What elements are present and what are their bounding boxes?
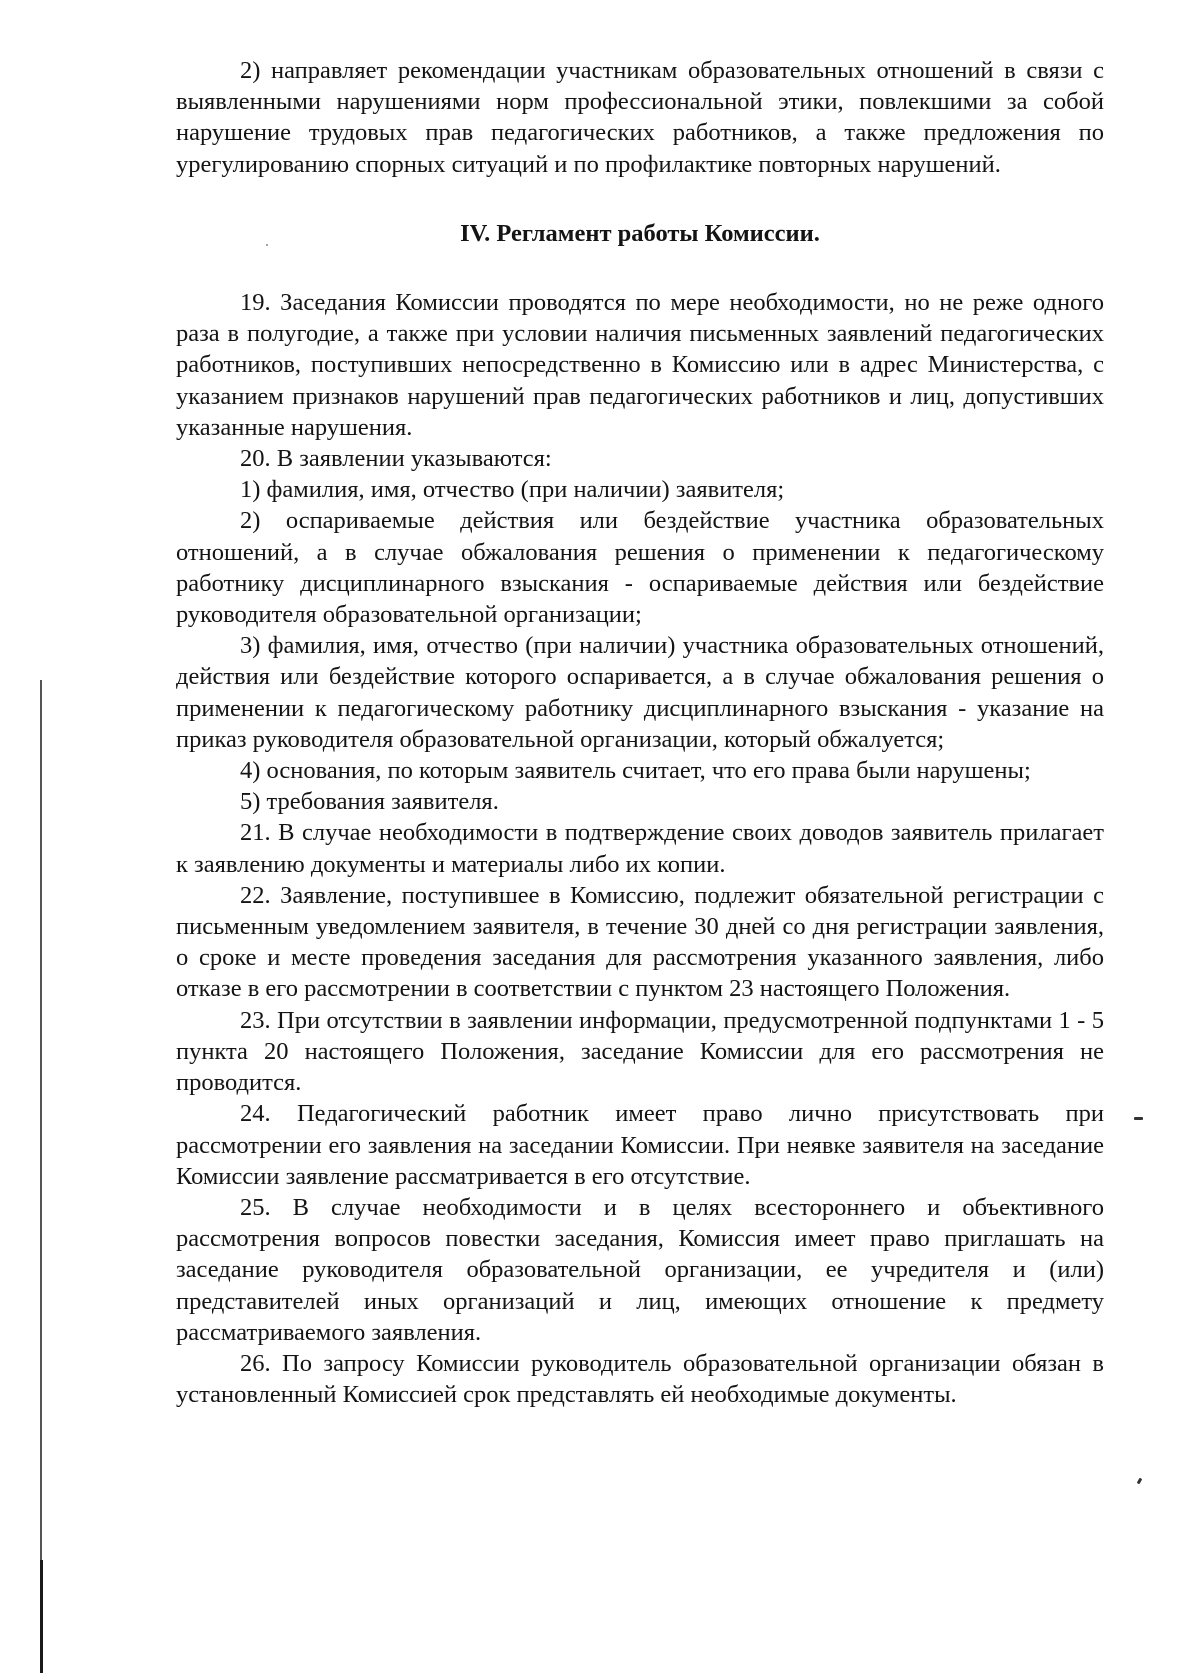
paragraph: 24. Педагогический работник имеет право лично присутствовать при рассмотрении его заявления на заседании Комиссии. При неявке заявителя на заседание Комиссии заявление рассматривается в его отсутствие. (176, 1100, 1104, 1190)
paragraph: 3) фамилия, имя, отчество (при наличии) участника образовательных отношений, действия или бездействие которого оспаривается, а в случае обжалования решения о применении к педагогическому работнику дисциплинарного взыскания - указание на приказ руководителя образовательной организации, который обжалуется; (176, 632, 1104, 753)
paragraph: 1) фамилия, имя, отчество (при наличии) заявителя; (240, 476, 785, 504)
scan-mark (1134, 1117, 1143, 1120)
paragraph: 2) оспариваемые действия или бездействие участника образовательных отношений, а в случае обжалования решения о применении к педагогическому работнику дисциплинарного взыскания - оспариваемые действия или бездействие руководителя образовательной организации; (176, 507, 1104, 629)
paragraph: 19. Заседания Комиссии проводятся по мере необходимости, но не реже одного раза в полугодие, а также при условии наличия письменных заявлений педагогических работников, поступивших непосредственно в Комиссию или в адрес Министерства, с указанием признаков нарушений прав педагогических работников и лиц, допустивших указанные нарушения. (176, 289, 1104, 441)
paragraph: 23. При отсутствии в заявлении информации, предусмотренной подпунктами 1 - 5 пункта 20 настоящего Положения, заседание Комиссии для его рассмотрения не проводится. (176, 1006, 1104, 1097)
paragraph: 22. Заявление, поступившее в Комиссию, подлежит обязательной регистрации с письменным уведомлением заявителя, в течение 30 дней со дня регистрации заявления, о сроке и месте проведения заседания для рассмотрения указанного заявления, либо отказе в его рассмотрении в соответствии с пунктом 23 настоящего Положения. (176, 881, 1104, 1003)
paragraph: 26. По запросу Комиссии руководитель образовательной организации обязан в установленный Комиссией срок представлять ей необходимые документы. (176, 1349, 1104, 1409)
paragraph: 25. В случае необходимости и в целях всестороннего и объективного рассмотрения вопросов повестки заседания, Комиссия имеет право приглашать на заседание руководителя образовательной организации, ее учредителя и (или) представителей иных организаций и лиц, имеющих отношение к предмету рассматриваемого заявления. (176, 1193, 1104, 1346)
scan-edge-line (40, 680, 42, 1575)
paragraph: 4) основания, по которым заявитель считает, что его права были нарушены; (240, 757, 1031, 785)
section-title: IV. Регламент работы Комиссии. (460, 219, 820, 247)
intro-paragraph: 2) направляет рекомендации участникам образовательных отношений в связи с выявленными нарушениями норм профессиональной этики, повлекшими за собой нарушение трудовых прав педагогических работников, а также предложения по урегулированию спорных ситуаций и по профилактике повторных нарушений. (176, 57, 1104, 178)
paragraph: 5) требования заявителя. (240, 788, 499, 816)
document-body (176, 55, 1104, 1410)
paragraph: 20. В заявлении указываются: (240, 445, 552, 473)
scan-edge-line-bold (40, 1560, 43, 1673)
paragraph: 21. В случае необходимости в подтверждение своих доводов заявитель прилагает к заявлению документы и материалы либо их копии. (176, 819, 1104, 878)
scan-mark (1137, 1478, 1143, 1485)
